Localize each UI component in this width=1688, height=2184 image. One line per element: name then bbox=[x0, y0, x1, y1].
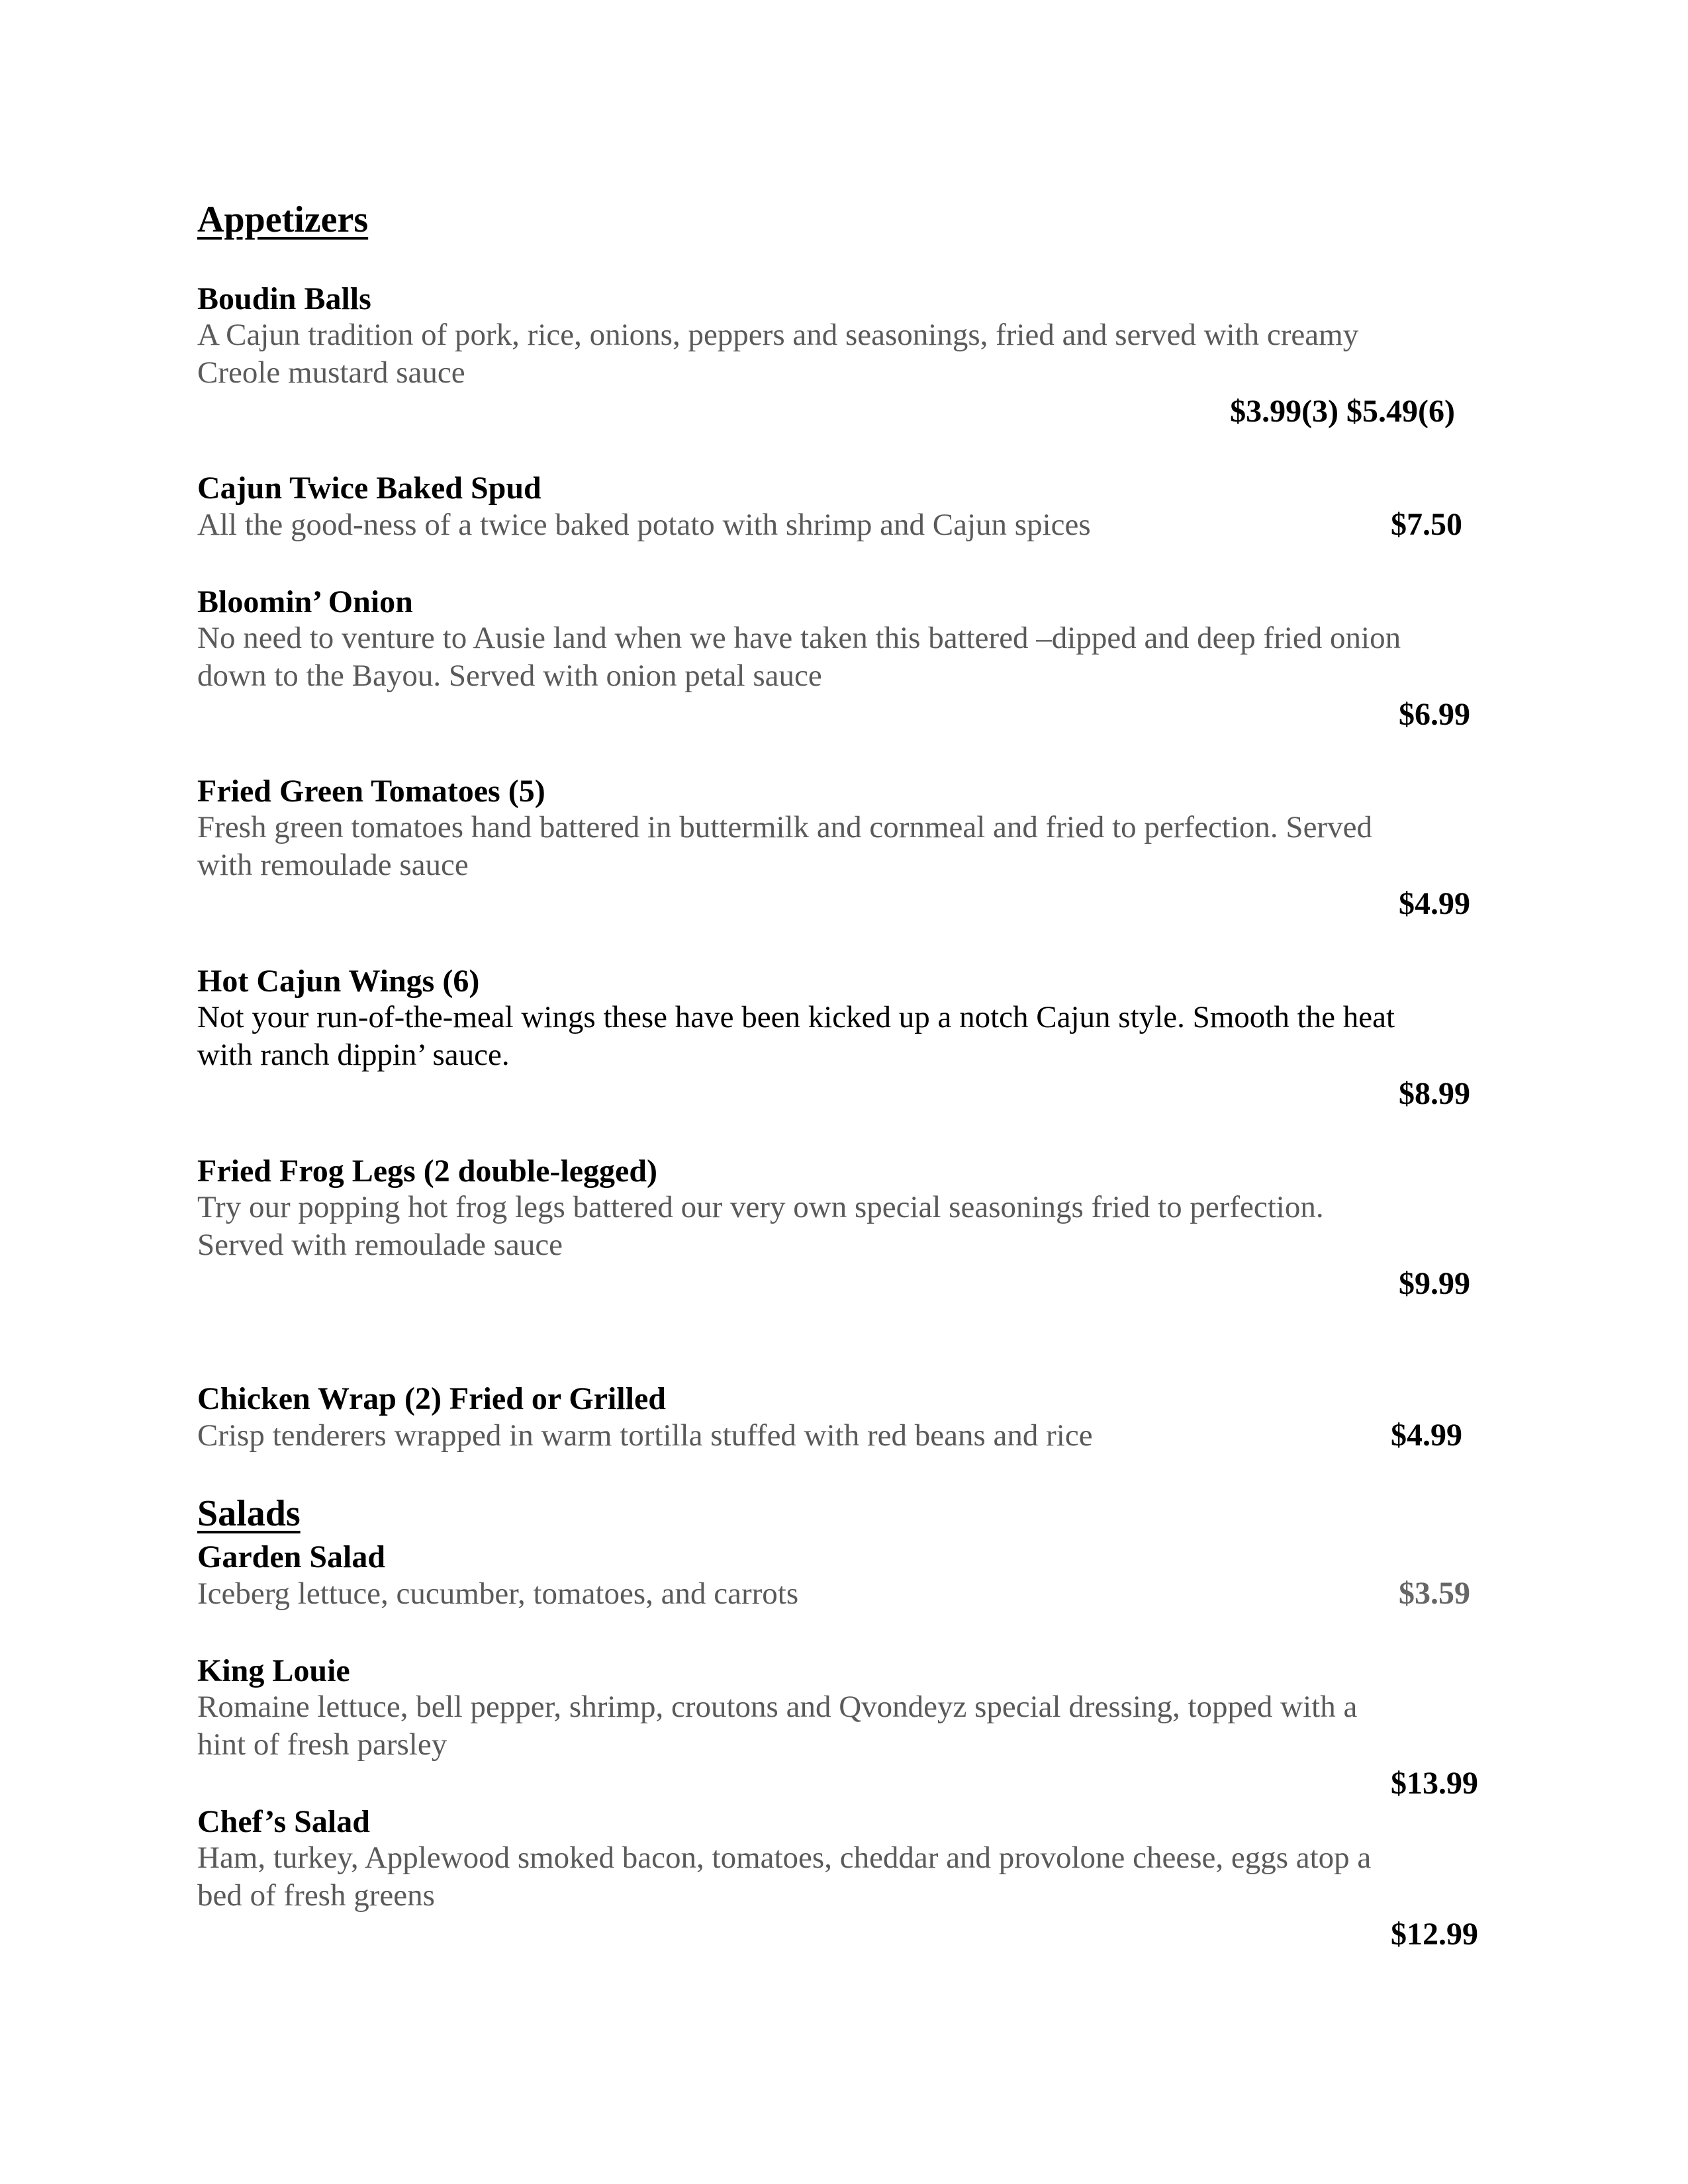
item-desc-hot-cajun-wings-line2: with ranch dippin’ sauce. bbox=[197, 1038, 510, 1072]
item-desc-fried-green-tomatoes-line2: with remoulade sauce bbox=[197, 848, 469, 882]
item-price-fried-frog-legs: $9.99 bbox=[1399, 1266, 1470, 1301]
item-price-king-louie: $13.99 bbox=[1391, 1766, 1478, 1801]
item-desc-fried-frog-legs-line1: Try our popping hot frog legs battered our very own special seasonings fried to perfection. bbox=[197, 1190, 1324, 1224]
item-desc-chefs-salad-line2: bed of fresh greens bbox=[197, 1878, 435, 1913]
item-price-garden-salad: $3.59 bbox=[1399, 1576, 1470, 1611]
item-name-boudin-balls: Boudin Balls bbox=[197, 281, 371, 316]
item-name-fried-green-tomatoes: Fried Green Tomatoes (5) bbox=[197, 774, 545, 809]
section-heading-salads: Salads bbox=[197, 1493, 301, 1534]
item-price-chicken-wrap: $4.99 bbox=[1391, 1418, 1462, 1453]
item-name-hot-cajun-wings: Hot Cajun Wings (6) bbox=[197, 964, 480, 999]
item-price-cajun-twice-baked-spud: $7.50 bbox=[1391, 507, 1462, 542]
item-desc-fried-green-tomatoes-line1: Fresh green tomatoes hand battered in buttermilk and cornmeal and fried to perfection. Served bbox=[197, 810, 1372, 844]
item-desc-chefs-salad-line1: Ham, turkey, Applewood smoked bacon, tomatoes, cheddar and provolone cheese, eggs atop a bbox=[197, 1841, 1372, 1875]
item-desc-hot-cajun-wings-line1: Not your run-of-the-meal wings these have been kicked up a notch Cajun style. Smooth the heat bbox=[197, 1000, 1395, 1034]
item-name-chefs-salad: Chef’s Salad bbox=[197, 1804, 370, 1839]
item-name-chicken-wrap: Chicken Wrap (2) Fried or Grilled bbox=[197, 1381, 666, 1416]
item-desc-boudin-balls-line2: Creole mustard sauce bbox=[197, 355, 465, 390]
section-heading-appetizers: Appetizers bbox=[197, 199, 369, 240]
item-name-fried-frog-legs: Fried Frog Legs (2 double-legged) bbox=[197, 1154, 658, 1189]
item-desc-king-louie-line2: hint of fresh parsley bbox=[197, 1727, 447, 1762]
item-desc-bloomin-onion-line2: down to the Bayou. Served with onion petal sauce bbox=[197, 659, 822, 693]
item-name-cajun-twice-baked-spud: Cajun Twice Baked Spud bbox=[197, 471, 541, 506]
item-desc-boudin-balls-line1: A Cajun tradition of pork, rice, onions, peppers and seasonings, fried and served with creamy bbox=[197, 318, 1359, 352]
item-desc-king-louie-line1: Romaine lettuce, bell pepper, shrimp, croutons and Qvondeyz special dressing, topped with a bbox=[197, 1690, 1358, 1724]
item-desc-cajun-twice-baked-spud: All the good-ness of a twice baked potato with shrimp and Cajun spices bbox=[197, 508, 1091, 542]
item-price-bloomin-onion: $6.99 bbox=[1399, 697, 1470, 732]
item-price-hot-cajun-wings: $8.99 bbox=[1399, 1076, 1470, 1111]
item-desc-bloomin-onion-line1: No need to venture to Ausie land when we have taken this battered –dipped and deep fried onion bbox=[197, 621, 1401, 655]
item-desc-chicken-wrap: Crisp tenderers wrapped in warm tortilla stuffed with red beans and rice bbox=[197, 1418, 1093, 1453]
item-name-bloomin-onion: Bloomin’ Onion bbox=[197, 584, 413, 619]
item-name-garden-salad: Garden Salad bbox=[197, 1539, 386, 1574]
item-price-boudin-balls: $3.99(3) $5.49(6) bbox=[1230, 394, 1455, 429]
item-price-fried-green-tomatoes: $4.99 bbox=[1399, 886, 1470, 921]
item-desc-fried-frog-legs-line2: Served with remoulade sauce bbox=[197, 1228, 563, 1262]
item-name-king-louie: King Louie bbox=[197, 1653, 350, 1688]
item-desc-garden-salad: Iceberg lettuce, cucumber, tomatoes, and carrots bbox=[197, 1576, 799, 1611]
item-price-chefs-salad: $12.99 bbox=[1391, 1917, 1478, 1952]
